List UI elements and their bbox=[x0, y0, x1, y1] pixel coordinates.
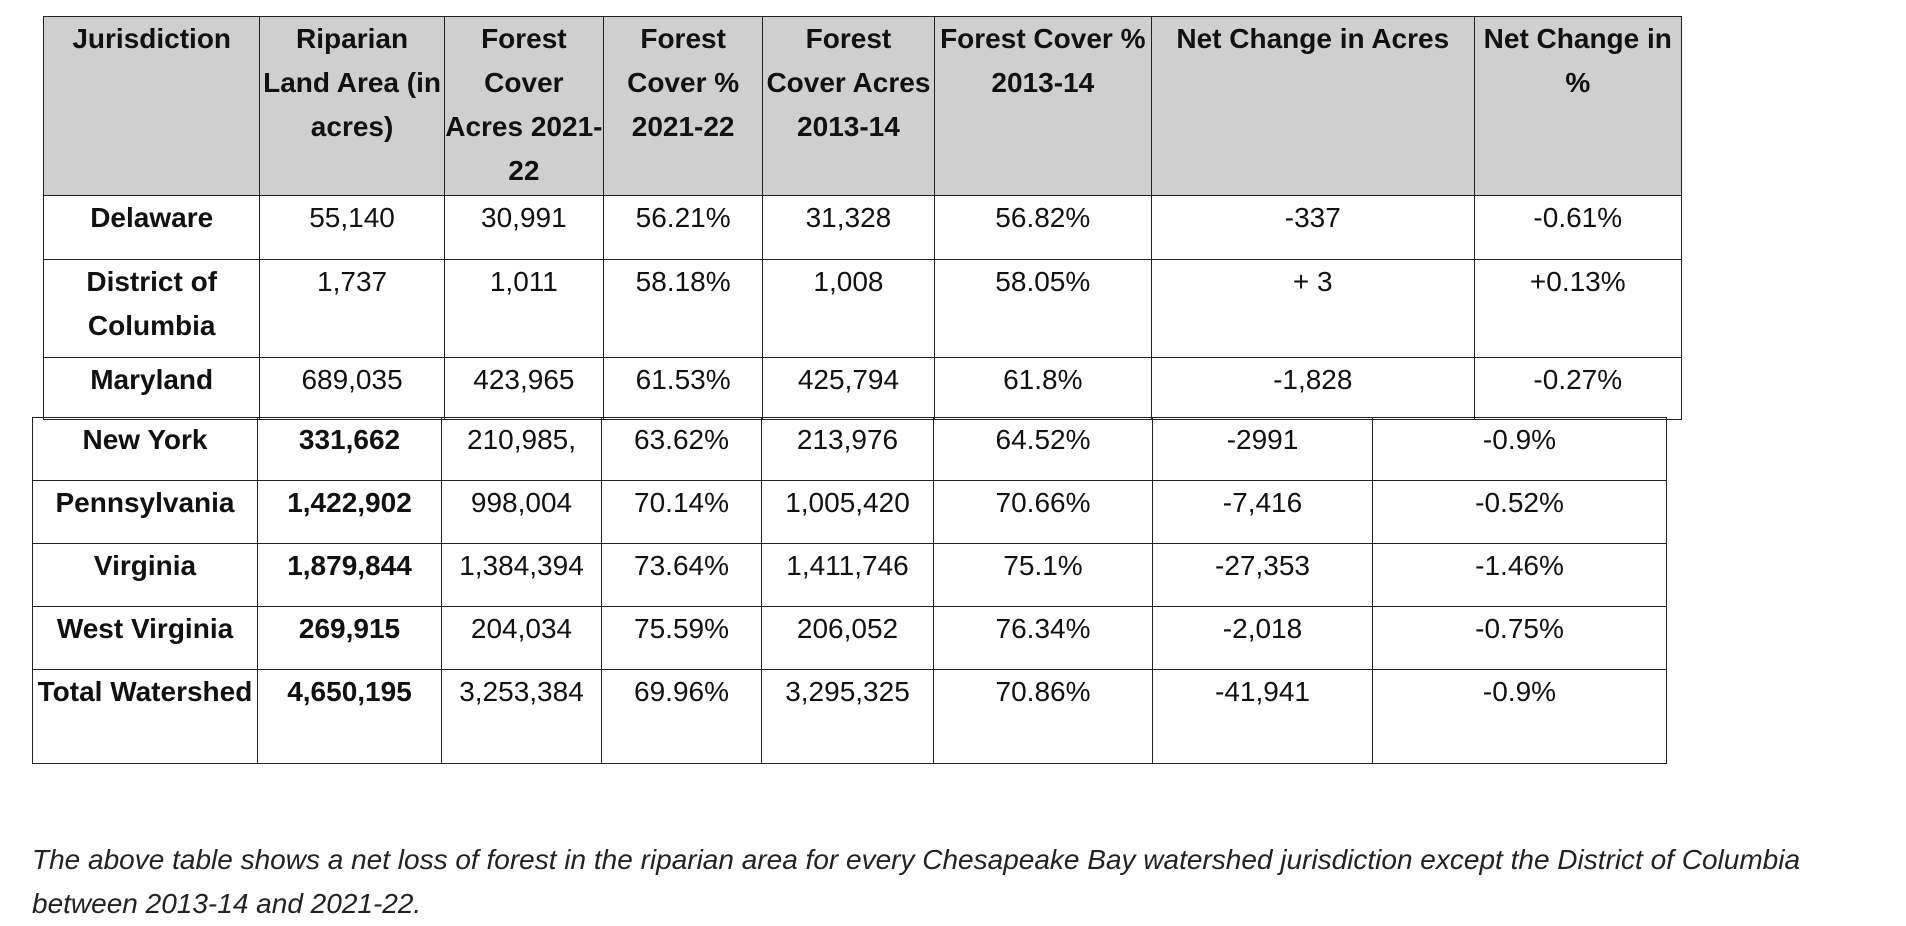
forest-cover-table-bottom bbox=[32, 417, 1667, 764]
net-change-acres-cell: -2991 bbox=[1153, 418, 1373, 481]
table-row bbox=[44, 358, 1682, 420]
header-riparian-land-area: Riparian Land Area (in acres) bbox=[260, 17, 444, 196]
jurisdiction-cell: Maryland bbox=[44, 358, 260, 420]
forest-pct-2021-cell: 63.62% bbox=[602, 418, 762, 481]
forest-cover-table-top bbox=[43, 16, 1682, 420]
forest-pct-2013-cell: 70.66% bbox=[934, 481, 1153, 544]
net-change-acres-cell: -41,941 bbox=[1153, 670, 1373, 764]
net-change-acres-cell: -1,828 bbox=[1151, 358, 1474, 420]
header-net-change-pct: Net Change in % bbox=[1474, 17, 1681, 196]
forest-pct-2013-cell: 58.05% bbox=[934, 260, 1151, 358]
header-forest-cover-acres-2013-14: Forest Cover Acres 2013-14 bbox=[763, 17, 934, 196]
riparian-area-cell: 55,140 bbox=[260, 196, 444, 260]
table-row bbox=[44, 196, 1682, 260]
forest-pct-2013-cell: 75.1% bbox=[934, 544, 1153, 607]
header-forest-cover-pct-2021-22: Forest Cover % 2021-22 bbox=[604, 17, 763, 196]
forest-pct-2021-cell: 61.53% bbox=[604, 358, 763, 420]
net-change-pct-cell: -0.61% bbox=[1474, 196, 1681, 260]
forest-pct-2013-cell: 61.8% bbox=[934, 358, 1151, 420]
forest-acres-2013-cell: 213,976 bbox=[762, 418, 934, 481]
net-change-pct-cell: -0.9% bbox=[1373, 670, 1667, 764]
forest-acres-2021-cell: 1,384,394 bbox=[442, 544, 602, 607]
table-row bbox=[44, 260, 1682, 358]
header-forest-cover-acres-2021-22: Forest Cover Acres 2021-22 bbox=[444, 17, 603, 196]
net-change-acres-cell: -27,353 bbox=[1153, 544, 1373, 607]
forest-acres-2013-cell: 1,411,746 bbox=[762, 544, 934, 607]
table-caption: The above table shows a net loss of forest in the riparian area for every Chesapeake Bay watershed jurisdiction except the District of Columbia between 2013-14 and 2021-22. bbox=[32, 844, 1801, 919]
net-change-pct-cell: -0.9% bbox=[1373, 418, 1667, 481]
forest-acres-2021-cell: 210,985, bbox=[442, 418, 602, 481]
forest-pct-2021-cell: 69.96% bbox=[602, 670, 762, 764]
header-net-change-acres: Net Change in Acres bbox=[1151, 17, 1474, 196]
forest-acres-2013-cell: 206,052 bbox=[762, 607, 934, 670]
forest-acres-2021-cell: 423,965 bbox=[444, 358, 603, 420]
forest-acres-2021-cell: 1,011 bbox=[444, 260, 603, 358]
riparian-area-cell: 689,035 bbox=[260, 358, 444, 420]
jurisdiction-cell: Total Watershed bbox=[33, 670, 258, 764]
forest-pct-2013-cell: 76.34% bbox=[934, 607, 1153, 670]
jurisdiction-cell: West Virginia bbox=[33, 607, 258, 670]
forest-pct-2021-cell: 56.21% bbox=[604, 196, 763, 260]
header-jurisdiction: Jurisdiction bbox=[44, 17, 260, 196]
net-change-acres-cell: -2,018 bbox=[1153, 607, 1373, 670]
forest-pct-2021-cell: 73.64% bbox=[602, 544, 762, 607]
table-row bbox=[33, 481, 1667, 544]
table-row bbox=[33, 418, 1667, 481]
forest-pct-2021-cell: 75.59% bbox=[602, 607, 762, 670]
forest-pct-2013-cell: 70.86% bbox=[934, 670, 1153, 764]
net-change-pct-cell: -0.27% bbox=[1474, 358, 1681, 420]
table-row bbox=[33, 544, 1667, 607]
forest-acres-2013-cell: 425,794 bbox=[763, 358, 934, 420]
forest-pct-2021-cell: 58.18% bbox=[604, 260, 763, 358]
net-change-pct-cell: -0.52% bbox=[1373, 481, 1667, 544]
net-change-acres-cell: -7,416 bbox=[1153, 481, 1373, 544]
riparian-area-cell: 1,737 bbox=[260, 260, 444, 358]
net-change-acres-cell: + 3 bbox=[1151, 260, 1474, 358]
jurisdiction-cell: District of Columbia bbox=[44, 260, 260, 358]
forest-acres-2013-cell: 1,005,420 bbox=[762, 481, 934, 544]
table-row-total bbox=[33, 670, 1667, 764]
forest-acres-2021-cell: 204,034 bbox=[442, 607, 602, 670]
forest-pct-2021-cell: 70.14% bbox=[602, 481, 762, 544]
jurisdiction-cell: Virginia bbox=[33, 544, 258, 607]
forest-acres-2013-cell: 1,008 bbox=[763, 260, 934, 358]
net-change-pct-cell: -0.75% bbox=[1373, 607, 1667, 670]
header-row bbox=[44, 17, 1682, 196]
riparian-area-cell: 1,422,902 bbox=[258, 481, 442, 544]
header-forest-cover-pct-2013-14: Forest Cover % 2013-14 bbox=[934, 17, 1151, 196]
forest-pct-2013-cell: 64.52% bbox=[934, 418, 1153, 481]
net-change-acres-cell: -337 bbox=[1151, 196, 1474, 260]
forest-acres-2021-cell: 30,991 bbox=[444, 196, 603, 260]
riparian-area-cell: 331,662 bbox=[258, 418, 442, 481]
net-change-pct-cell: +0.13% bbox=[1474, 260, 1681, 358]
table-row bbox=[33, 607, 1667, 670]
jurisdiction-cell: New York bbox=[33, 418, 258, 481]
forest-acres-2021-cell: 3,253,384 bbox=[442, 670, 602, 764]
forest-acres-2013-cell: 3,295,325 bbox=[762, 670, 934, 764]
net-change-pct-cell: -1.46% bbox=[1373, 544, 1667, 607]
forest-acres-2013-cell: 31,328 bbox=[763, 196, 934, 260]
forest-acres-2021-cell: 998,004 bbox=[442, 481, 602, 544]
jurisdiction-cell: Delaware bbox=[44, 196, 260, 260]
jurisdiction-cell: Pennsylvania bbox=[33, 481, 258, 544]
riparian-area-cell: 4,650,195 bbox=[258, 670, 442, 764]
forest-pct-2013-cell: 56.82% bbox=[934, 196, 1151, 260]
riparian-area-cell: 1,879,844 bbox=[258, 544, 442, 607]
riparian-area-cell: 269,915 bbox=[258, 607, 442, 670]
